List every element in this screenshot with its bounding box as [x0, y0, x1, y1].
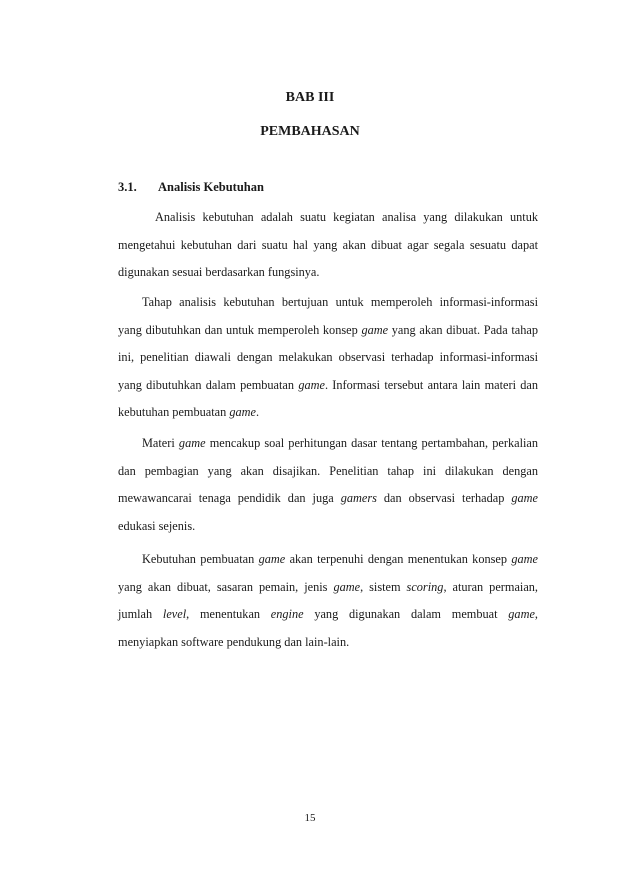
text-run: akan terpenuhi dengan menentukan konsep	[285, 552, 512, 566]
text-run: , menyiapkan software pendukung dan lain-lain.	[118, 607, 538, 649]
text-run: Materi	[142, 436, 179, 450]
text-run: Tahap analisis kebutuhan bertujuan untuk memperoleh informasi-informasi yang dibutuhkan dan untuk memperoleh konsep	[118, 295, 538, 337]
paragraph-1	[118, 204, 538, 287]
text-run: .	[255, 405, 260, 419]
paragraph-text	[118, 204, 538, 287]
italic-term: game	[229, 405, 256, 419]
text-run: edukasi sejenis.	[118, 518, 196, 533]
paragraph-text	[118, 430, 538, 540]
italic-term: engine	[270, 607, 304, 621]
italic-term: game	[258, 552, 286, 566]
paragraph-text	[118, 289, 538, 427]
text-run: , sistem	[360, 579, 407, 594]
italic-term: game	[361, 322, 389, 337]
text-run: , menentukan	[186, 607, 271, 621]
italic-term: scoring	[406, 579, 444, 594]
italic-term: game	[511, 552, 538, 566]
text-run: yang akan dibuat, sasaran pemain, jenis	[118, 579, 334, 594]
paragraph-4	[118, 546, 538, 656]
text-run: . Informasi tersebut antara lain materi dan kebutuhan pembuatan	[118, 377, 539, 419]
text-run: yang akan dibuat. Pada tahap ini, penelitian diawali dengan melakukan observasi terhadap informasi-informasi yang dibutuhkan dalam pembuatan	[118, 322, 538, 392]
section-heading	[118, 180, 264, 195]
text-run: Kebutuhan pembuatan	[142, 552, 259, 566]
italic-term: level	[162, 607, 187, 621]
chapter-title: PEMBAHASAN	[260, 124, 360, 139]
italic-term: game	[511, 491, 538, 505]
text-run: dan observasi terhadap	[376, 491, 512, 505]
italic-term: game	[298, 377, 325, 392]
chapter-label: BAB III	[285, 90, 335, 105]
italic-term: game	[178, 436, 206, 450]
text-run: , aturan permaian, jumlah	[118, 579, 538, 621]
section-number: 3.1.	[118, 180, 137, 194]
italic-term: game	[508, 607, 535, 621]
paragraph-2	[118, 289, 538, 427]
paragraph-text	[118, 546, 538, 656]
page-number: 15	[304, 812, 316, 824]
paragraph-3	[118, 430, 538, 540]
text-run: mencakup soal perhitungan dasar tentang pertambahan, perkalian dan pembagian yang akan disajikan. Penelitian tahap ini dilakukan dengan mewawancarai tenaga pendidik dan juga	[118, 436, 539, 505]
section-title: Analisis Kebutuhan	[158, 180, 264, 194]
text-run: Analisis kebutuhan adalah suatu kegiatan analisa yang dilakukan untuk mengetahui kebutuhan dari suatu hal yang akan dibuat agar segala sesuatu dapat digunakan sesuai berdasarkan fungsinya.	[118, 210, 538, 279]
italic-term: game	[333, 579, 361, 594]
italic-term: gamers	[340, 491, 377, 505]
text-run: yang digunakan dalam membuat	[303, 607, 509, 621]
